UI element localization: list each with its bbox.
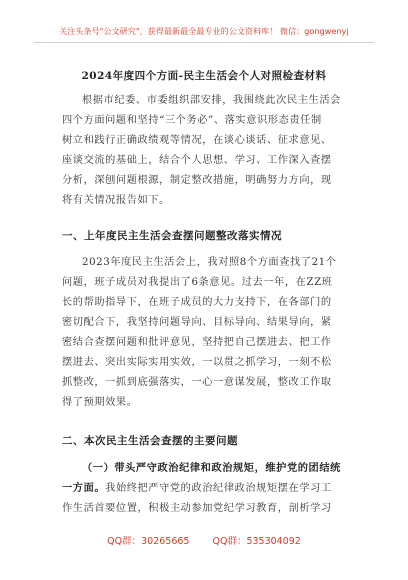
header-banner: 关注头条号"公文研究"，获得最新最全最专业的公文资料库！ 微信：gongwenyj [59, 27, 349, 36]
section1-line: 密切配合下，我坚持问题导向、目标导向、结果导向，紧 [62, 317, 332, 328]
section1-line: 长的帮助指导下，在班子成员的大力支持下，在各部门的 [62, 297, 332, 308]
section1-line: 问题，班子成员对我提出了6条意见。过去一年，在ZZ班 [62, 277, 333, 288]
intro-line: 根据市纪委、市委组织部安排，我围绕此次民主生活会 [82, 95, 341, 106]
header-divider [34, 42, 374, 43]
subsection-lead: （一）带头严守政治纪律和政治规矩，维护党的团结统 [82, 462, 341, 474]
section2-paragraph [62, 458, 362, 519]
intro-line: 座谈交流的基础上，结合个人思想、学习、工作深入查摆 [62, 155, 332, 166]
intro-paragraph [62, 91, 362, 211]
qq-group-1: QQ群：30265665 [107, 536, 190, 547]
qq-group-2: QQ群：535304092 [212, 536, 301, 547]
document-title: 2024年度四个方面-民主生活会个人对照检查材料 [81, 70, 327, 82]
section-heading-1: 一、上年度民主生活会查摆问题整改落实情况 [62, 230, 282, 242]
intro-line: 将有关情况报告如下。 [62, 195, 170, 206]
section2-text: 我始终把严守党的政治纪律政治规矩摆在学习工 [105, 483, 332, 494]
intro-line: 四个方面问题和坚持“三个务必”、落实意识形态责任制 [62, 115, 322, 126]
subsection-lead-end: 一方面。 [62, 482, 106, 494]
section2-line: 作生活首要位置，积极主动参加党纪学习教育，剖析学习 [62, 503, 332, 514]
intro-line: 树立和践行正确政绩观等情况，在谈心谈话、征求意见、 [62, 135, 332, 146]
intro-line: 分析，深刨问题根源，制定整改措施，明确努力方向，现 [62, 175, 332, 186]
section1-line: 2023年度民主生活会上，我对照8个方面查找了21个 [82, 257, 337, 268]
section1-line: 摆进去、突出实际实用实效，一以贯之抓学习，一刻不松 [62, 357, 332, 368]
section2-line [62, 478, 362, 499]
section-heading-2: 二、本次民主生活会查摆的主要问题 [62, 435, 238, 447]
footer-contacts [0, 533, 408, 547]
section1-paragraph [62, 253, 362, 413]
section1-line: 得了预期效果。 [62, 397, 138, 408]
section1-line: 密结合查摆问题和批评意见，坚持把自己摆进去、把工作 [62, 337, 332, 348]
section1-line: 抓整改，一抓到底强落实，一心一意谋发展，整改工作取 [62, 377, 332, 388]
